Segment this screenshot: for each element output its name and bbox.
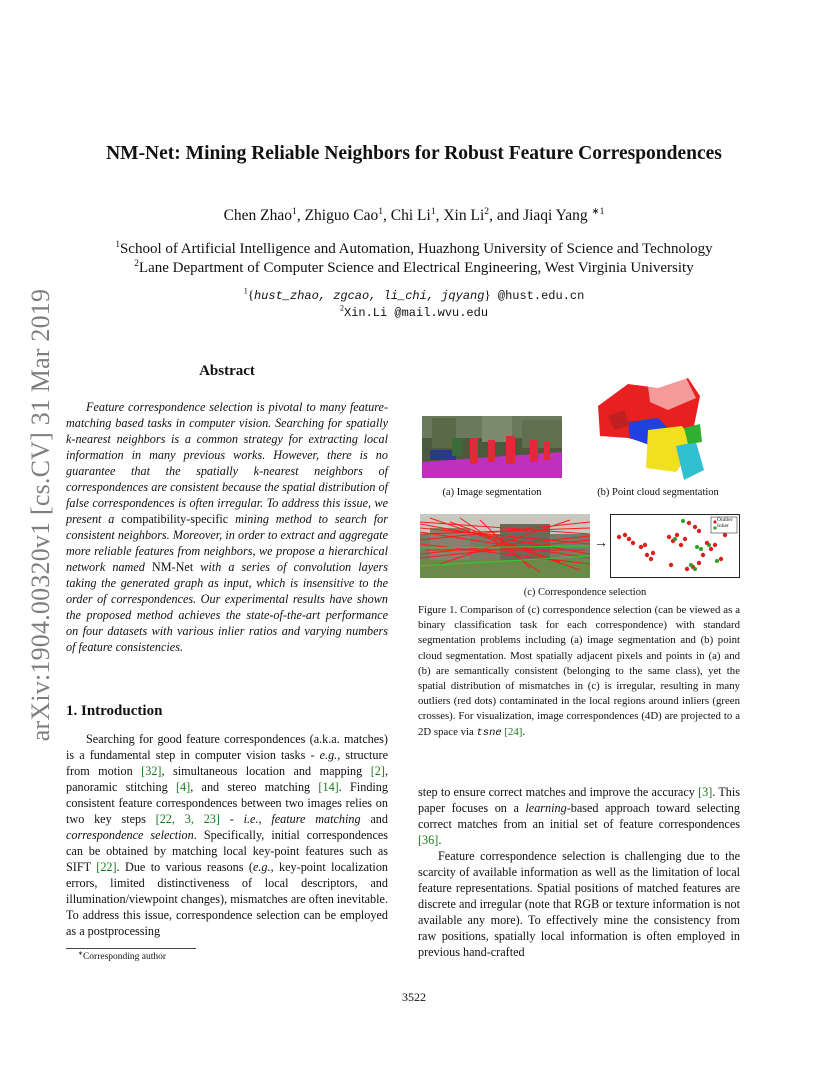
- affiliation-text: Lane Department of Computer Science and Electrical Engineering, West Virginia University: [138, 260, 694, 276]
- affil-mark: ∗1: [591, 205, 605, 217]
- legend-outlier: Outlier: [717, 517, 733, 523]
- subcaption-b: (b) Point cloud segmentation: [597, 487, 719, 498]
- citation-link[interactable]: [22, 3, 23]: [155, 812, 220, 826]
- abstract-text: Feature correspondence selection is pivotal to many feature-matching based tasks in computer vision. Searching for spatially k-nearest neighbors is a common strategy for extracting local information in many previous works. However, there is no guarantee that the spatially k-nearest neighbors of correspondences are consistent because the spatial distribution of false correspondences is often irregular. To address this issue, we present a: [66, 400, 388, 526]
- affil-mark: 1: [430, 205, 436, 217]
- author-name: Xin Li: [443, 207, 485, 224]
- body-text: e.g.: [319, 748, 338, 762]
- affiliation-1: [0, 241, 828, 258]
- affil-mark: 1: [292, 205, 297, 217]
- intro-body: [66, 731, 388, 939]
- footnote-rule: [66, 948, 196, 949]
- affil-mark: 2: [134, 259, 139, 269]
- citation-link[interactable]: [22]: [96, 860, 117, 874]
- figure-scatter: [610, 514, 740, 578]
- separator: ,: [435, 207, 440, 224]
- subcaption-a: (a) Image segmentation: [442, 487, 542, 498]
- email-text: Xin.Li @mail.wvu.edu: [344, 306, 489, 320]
- affil-mark: 2: [339, 303, 344, 313]
- affil-mark: 1: [378, 205, 384, 217]
- body-text: feature matching: [271, 812, 361, 826]
- body-text: . Finding consistent feature correspondences between two images relies on two key steps: [66, 780, 388, 826]
- body-text: , panoramic stitching: [66, 764, 388, 794]
- author-name: Zhiguo Cao: [304, 207, 379, 224]
- abstract-text: mining method to search for consistent neighbors. Moreover, in order to extract and aggregate more reliable features from neighbors, we propose a hierarchical network named: [66, 512, 388, 574]
- citation-link[interactable]: [2]: [370, 764, 385, 778]
- body-text: Feature correspondence selection is challenging due to the scarcity of available information as well as the limitation of local feature representations. Spatial positions of matched features are discrete and irregular (note that RGB or texture information is not available any more). To effectively mine the consistency from raw positions, spatially local information is often employed in previous hand-crafted: [418, 849, 740, 959]
- figure-image-segmentation: [422, 416, 562, 478]
- author-name: and Jiaqi Yang: [496, 207, 588, 224]
- caption-text: .: [522, 725, 526, 738]
- citation-link[interactable]: [3]: [698, 785, 713, 799]
- body-text: i.e.: [243, 812, 259, 826]
- author-name: Chi Li: [390, 207, 431, 224]
- brace: {: [247, 287, 254, 302]
- figure-arrow: →: [594, 536, 608, 551]
- abstract-heading: Abstract: [199, 363, 255, 379]
- body-text: .: [438, 833, 442, 847]
- body-text: . This paper focuses on a: [418, 785, 740, 815]
- figure-pointcloud-segmentation: [588, 376, 708, 484]
- citation-link[interactable]: [14]: [318, 780, 339, 794]
- footnote: [78, 952, 166, 962]
- body-text: learning: [525, 801, 567, 815]
- abstract-text: NM-Net: [151, 560, 194, 574]
- body-text: and: [360, 812, 388, 826]
- affil-mark: 2: [484, 205, 490, 217]
- email-domain: @hust.edu.cn: [490, 289, 585, 303]
- citation-link[interactable]: [24]: [504, 725, 523, 738]
- footnote-text: Corresponding author: [82, 952, 167, 962]
- abstract-body: [66, 399, 388, 655]
- body-text: correspondence selection: [66, 828, 194, 842]
- footnote-mark: ∗: [78, 950, 83, 957]
- body-text: . Specifically, initial correspondences can be obtained by matching local key-point features such as SIFT: [66, 828, 389, 874]
- body-text: , and stereo matching: [190, 780, 319, 794]
- email-usernames: hust_zhao, zgcao, li_chi, jqyang: [253, 289, 485, 303]
- body-text: Searching for good feature correspondences (a.k.a. matches) is a fundamental step in computer vision tasks -: [66, 732, 388, 762]
- abstract-text: compatibility-specific: [121, 512, 229, 526]
- citation-link[interactable]: [36]: [418, 833, 439, 847]
- abstract-text: with a series of convolution layers taking the generated graph as input, which is insensitive to the order of correspondences. Our experimental results have shown the proposed method achieves the state-of-the-art performance on four datasets with various inlier ratios and varying numbers of feature consistencies.: [66, 560, 389, 654]
- affil-mark: 1: [243, 286, 248, 296]
- body-text: , simultaneous location and mapping: [161, 764, 371, 778]
- body-text: ,: [258, 812, 272, 826]
- email-line-2: [0, 304, 828, 320]
- figure-matches-image: [420, 514, 590, 578]
- body-text: -based approach toward selecting correct matches from an initial set of feature correspondences: [418, 801, 740, 831]
- separator: ,: [296, 207, 301, 224]
- body-text: , structure from motion: [66, 748, 388, 778]
- separator: ,: [383, 207, 387, 224]
- affil-mark: 1: [115, 240, 120, 250]
- intro-heading: 1. Introduction: [66, 703, 163, 719]
- legend-inlier: Inlier: [717, 523, 729, 529]
- body-text: step to ensure correct matches and improve the accuracy: [418, 785, 699, 799]
- page-number: 3522: [402, 990, 426, 1004]
- body-text: e.g.: [252, 860, 271, 874]
- brace: }: [484, 287, 491, 302]
- author-list: [0, 207, 828, 225]
- separator: ,: [489, 207, 493, 224]
- author-name: Chen Zhao: [223, 207, 293, 224]
- affiliation-text: School of Artificial Intelligence and Automation, Huazhong University of Science and Technology: [119, 241, 713, 257]
- citation-link[interactable]: [4]: [175, 780, 191, 794]
- body-text: . Due to various reasons (: [116, 860, 253, 874]
- paper-title: NM-Net: Mining Reliable Neighbors for Robust Feature Correspondences: [106, 143, 722, 164]
- caption-text: tsne: [476, 726, 502, 739]
- body-text: -: [219, 812, 244, 826]
- figure-caption: [418, 603, 740, 741]
- email-line-1: [0, 287, 828, 303]
- caption-text: Figure 1. Comparison of (c) correspondence selection (can be viewed as a binary classification task for each correspondence) with standard segmentation problems including (a) image segmentation and (b) point cloud segmentation. Most spatially adjacent pixels and points in (a) and (b) are semantically consistent (belonging to the same class), yet the spatial distribution of mismatches in (c) is irregular, resulting in many outliers (red dots) contaminated in the local regions around inliers (green crosses). For visualization, image correspondences (4D) are projected to a 2D space via: [418, 604, 740, 738]
- affiliation-2: [0, 260, 828, 277]
- subcaption-c: (c) Correspondence selection: [523, 587, 647, 598]
- body-text: , key-point localization errors, limited distinctiveness of local descriptors, and illumination/viewpoint changes), mismatches are often inevitable. To address this issue, correspondence selection can be employed as a postprocessing: [66, 860, 389, 938]
- citation-link[interactable]: [32]: [141, 764, 162, 778]
- arxiv-stamp: [18, 270, 64, 760]
- right-column-body: [418, 784, 740, 960]
- arxiv-stamp-text: arXiv:1904.00320v1 [cs.CV] 31 Mar 2019: [26, 288, 55, 742]
